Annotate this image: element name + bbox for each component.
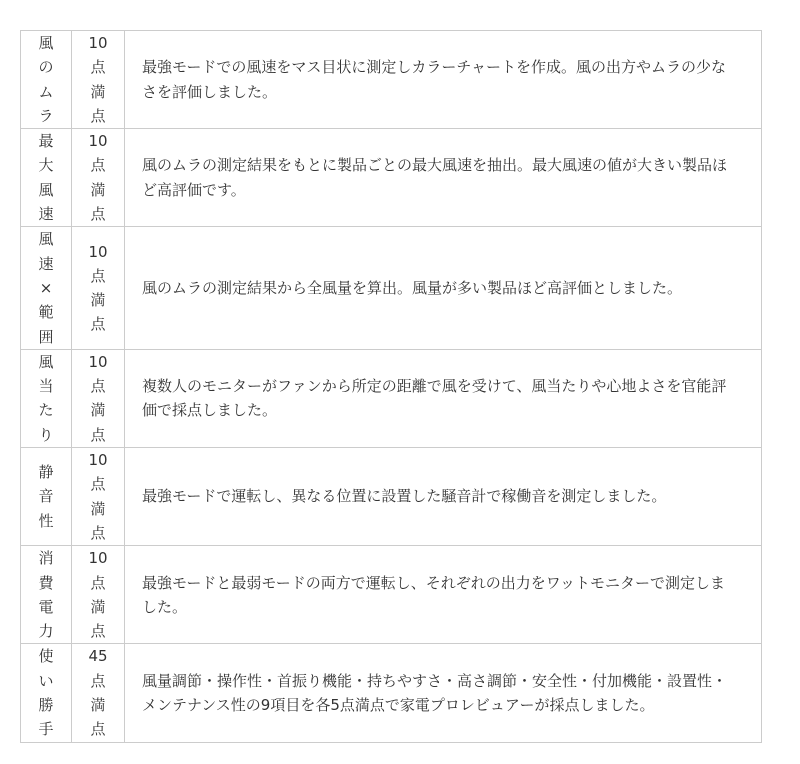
criterion-name: 最大風速	[21, 129, 72, 227]
table-row	[21, 129, 762, 227]
criterion-description: 最強モードと最弱モードの両方で運転し、それぞれの出力をワットモニターで測定しました。	[125, 546, 762, 644]
criterion-description: 風のムラの測定結果をもとに製品ごとの最大風速を抽出。最大風速の値が大きい製品ほど高評価です。	[125, 129, 762, 227]
criterion-name: 風のムラ	[21, 31, 72, 129]
evaluation-criteria-table	[20, 30, 762, 743]
criterion-name: 風速×範囲	[21, 227, 72, 349]
criterion-score: 10点満点	[72, 129, 125, 227]
criterion-score: 10点満点	[72, 227, 125, 349]
criterion-score: 10点満点	[72, 546, 125, 644]
criterion-description: 風のムラの測定結果から全風量を算出。風量が多い製品ほど高評価としました。	[125, 227, 762, 349]
criterion-score: 45点満点	[72, 644, 125, 742]
table-row	[21, 546, 762, 644]
criterion-description: 最強モードで運転し、異なる位置に設置した騒音計で稼働音を測定しました。	[125, 448, 762, 546]
criterion-score: 10点満点	[72, 31, 125, 129]
table-row	[21, 31, 762, 129]
criterion-name: 風当たり	[21, 349, 72, 447]
criterion-name: 消費電力	[21, 546, 72, 644]
table-row	[21, 448, 762, 546]
criterion-description: 最強モードでの風速をマス目状に測定しカラーチャートを作成。風の出方やムラの少なさを評価しました。	[125, 31, 762, 129]
table-row	[21, 644, 762, 742]
criterion-description: 複数人のモニターがファンから所定の距離で風を受けて、風当たりや心地よさを官能評価で採点しました。	[125, 349, 762, 447]
criterion-score: 10点満点	[72, 349, 125, 447]
criterion-description: 風量調節・操作性・首振り機能・持ちやすさ・高さ調節・安全性・付加機能・設置性・メンテナンス性の9項目を各5点満点で家電プロレビュアーが採点しました。	[125, 644, 762, 742]
criterion-score: 10点満点	[72, 448, 125, 546]
criterion-name: 使い勝手	[21, 644, 72, 742]
criterion-name: 静音性	[21, 448, 72, 546]
table-row	[21, 227, 762, 349]
table-row	[21, 349, 762, 447]
